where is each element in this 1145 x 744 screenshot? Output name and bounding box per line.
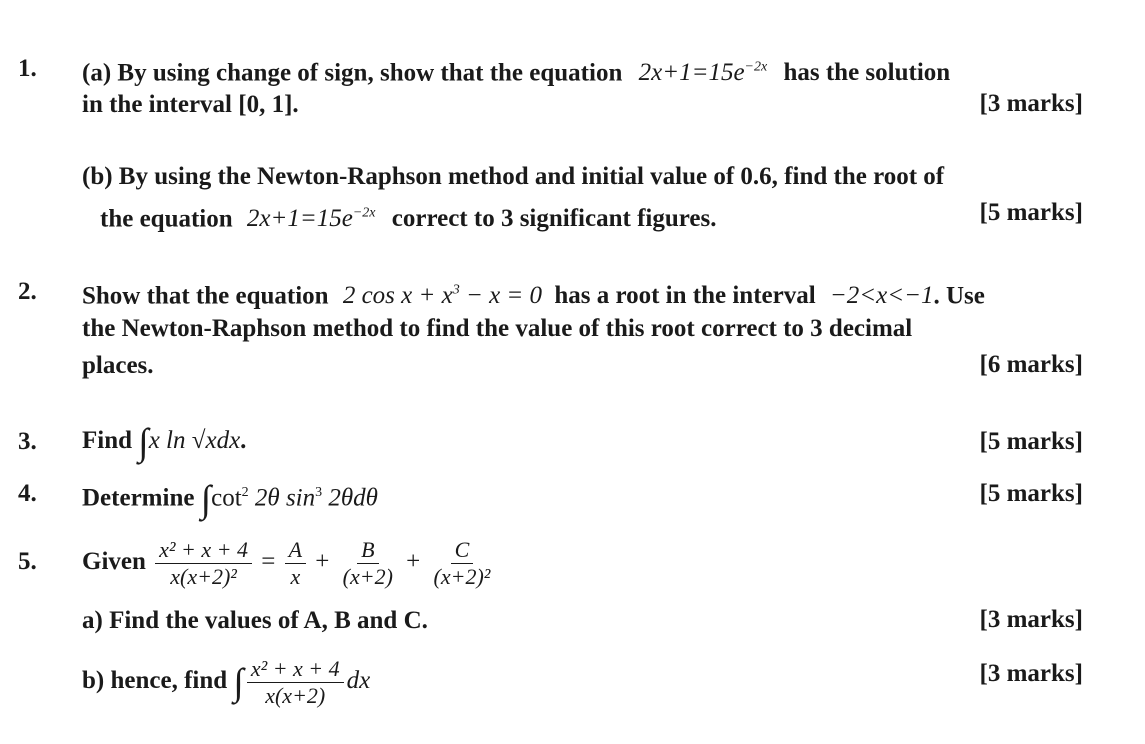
q1b-text: the equation <box>100 205 233 233</box>
question-number-4: 4. <box>18 480 37 507</box>
q1b-eq-base: 2x+1=15e <box>246 205 353 233</box>
q5-f3-den: (x+2)² <box>433 563 491 589</box>
q1a-text-2: has the solution <box>783 59 951 87</box>
q3-dx: dx <box>216 427 241 454</box>
q5-f2-num: B <box>357 537 378 564</box>
q4-text: Determine <box>82 484 195 512</box>
q1b-marks: [5 marks] <box>979 199 1083 226</box>
q1b-eq-exp: −2x <box>352 206 376 221</box>
q5-lhs-fraction <box>155 537 252 590</box>
q5-f2-den: (x+2) <box>342 563 393 589</box>
q2-line-1 <box>82 276 985 311</box>
q2-eq-part-1: 2 cos x + x <box>342 282 453 310</box>
q5-f1-den: x <box>290 563 301 589</box>
q3-line <box>82 421 246 462</box>
q1a-line-2: in the interval [0, 1]. <box>82 91 299 118</box>
q5b-text: b) hence, find <box>82 667 228 694</box>
q4-mid: 2θ sin <box>248 484 316 512</box>
q5a-line: a) Find the values of A, B and C. <box>82 607 428 634</box>
q1a-eq-base: 2x+1=15e <box>638 59 745 87</box>
q1a-equation <box>639 59 768 86</box>
q5-lhs-num: x² + x + 4 <box>155 537 252 564</box>
q4-cot: cot <box>211 484 242 512</box>
q5b-den: x(x+2) <box>265 682 326 708</box>
q2-marks: [6 marks] <box>979 351 1083 378</box>
q1a-marks: [3 marks] <box>979 90 1083 117</box>
q1a-line-1 <box>82 53 950 88</box>
q1b-line-2 <box>100 199 716 234</box>
q2-equation <box>343 282 542 309</box>
q5-equals: = <box>261 548 276 575</box>
question-number-1: 1. <box>18 55 37 82</box>
q3-integrand: x ln √x <box>148 427 217 454</box>
question-number-3: 3. <box>18 428 37 455</box>
q5b-line <box>82 646 370 717</box>
q5-fraction-b <box>339 537 397 590</box>
q3-marks: [5 marks] <box>979 428 1083 455</box>
q4-end: 2θdθ <box>322 484 378 512</box>
integral-sign-icon: ∫ <box>138 421 149 464</box>
q5-text: Given <box>82 548 146 575</box>
q5-plus-2: + <box>406 548 421 575</box>
q5b-fraction <box>247 656 344 709</box>
q1b-text-3: correct to 3 significant figures. <box>391 205 717 233</box>
q1b-equation <box>247 205 376 232</box>
q5-f1-num: A <box>285 537 306 564</box>
q3-text: Find <box>82 427 133 454</box>
q5b-num: x² + x + 4 <box>247 656 344 683</box>
q5b-dx: dx <box>346 667 371 694</box>
q5-fraction-a <box>285 537 306 590</box>
q5a-marks: [3 marks] <box>979 606 1083 633</box>
q2-line-3: places. <box>82 352 154 379</box>
q2-eq-exp: 3 <box>452 283 460 298</box>
question-number-5: 5. <box>18 548 37 575</box>
q2-text-3: . Use <box>933 282 985 310</box>
integral-sign-icon: ∫ <box>233 661 244 704</box>
q5-line <box>82 527 497 597</box>
q4-line <box>82 473 378 520</box>
integral-sign-icon: ∫ <box>200 478 212 521</box>
q3-dot: . <box>240 427 247 454</box>
q1a-eq-exp: −2x <box>744 60 768 75</box>
q2-interval: −2<x<−1 <box>829 282 934 310</box>
q4-marks: [5 marks] <box>979 480 1083 507</box>
q2-eq-part-2: − x = 0 <box>459 282 543 310</box>
q5-plus-1: + <box>315 548 330 575</box>
q5-lhs-den: x(x+2)² <box>170 563 237 589</box>
q1a-text: (a) By using change of sign, show that the equation <box>82 59 623 87</box>
q5b-marks: [3 marks] <box>979 660 1083 687</box>
q5-fraction-c <box>430 537 495 590</box>
q2-line-2: the Newton-Raphson method to find the value of this root correct to 3 decimal <box>82 315 913 342</box>
question-number-2: 2. <box>18 278 37 305</box>
q4-exp-1: 2 <box>241 485 249 500</box>
q4-exp-2: 3 <box>315 485 323 500</box>
q2-text-1: Show that the equation <box>82 282 329 310</box>
q5-f3-num: C <box>451 537 474 564</box>
q1b-line-1: (b) By using the Newton-Raphson method and initial value of 0.6, find the root of <box>82 163 945 190</box>
q2-text-2: has a root in the interval <box>554 282 816 310</box>
